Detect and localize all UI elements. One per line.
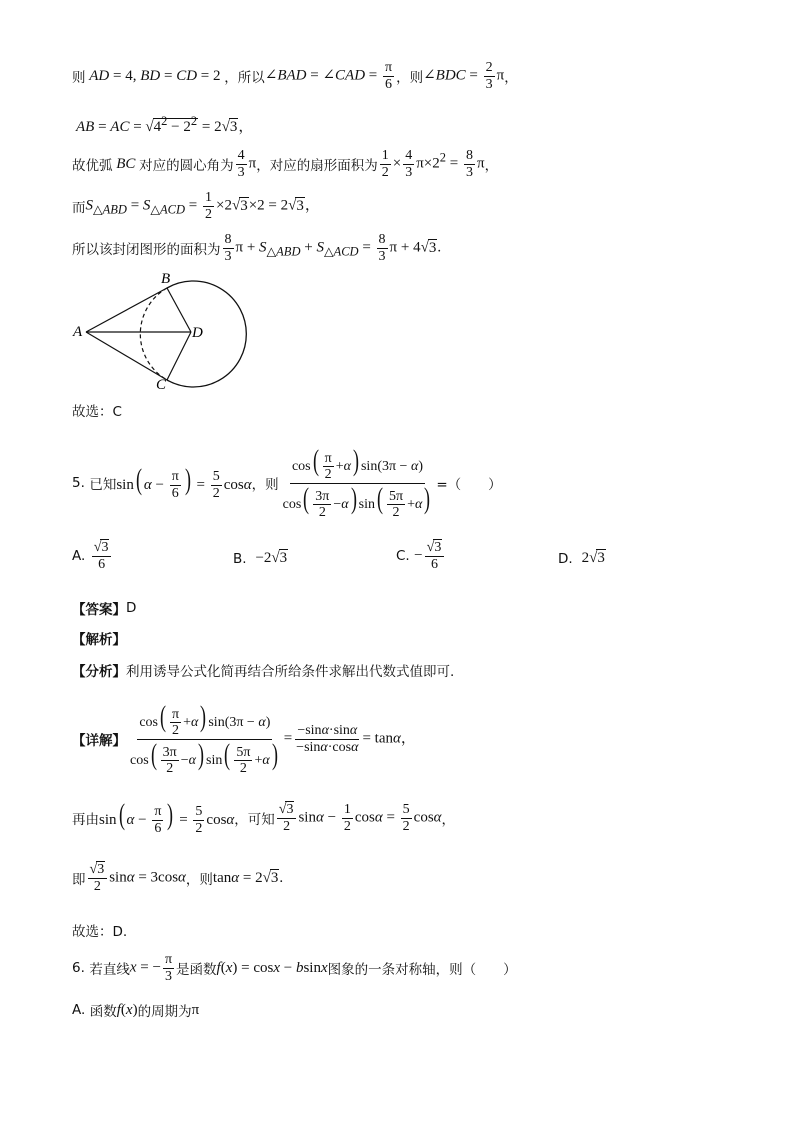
fenxi-line: 【分析】 利用诱导公式化简再结合所给条件求解出代数式值即可. <box>72 664 455 680</box>
solution-line-2 <box>76 114 253 136</box>
choice-d: 故选：D. <box>72 924 128 940</box>
major-arc <box>167 281 246 387</box>
segment-CD <box>167 332 191 380</box>
formula-fraction: cos( $\frac{\pi}{2}$ +α) sin(3π − α) cos( $\frac{3\pi}{2}$ −α) sin( $\frac{5\pi}{2}$ +α) <box>282 444 431 521</box>
analysis-heading: 【解析】 <box>72 632 126 648</box>
formula: AD = 4, BD = CD = 2 <box>89 67 225 84</box>
question-5: 5. 已知 sin( α − $\frac{\pi}{6}$ ) = $\frac{5}{2}$ cosα ，则 cos( $\frac{\pi}{2}$ +α) sin(3π − α) cos( $\frac{3\pi}{2}$ −α) sin( $\frac{5\pi}{2}$ +α) =（ ） <box>72 444 502 521</box>
label-C: C <box>156 377 167 390</box>
option-a: A. $\frac{√3}{6}$ <box>72 540 113 572</box>
solution-line-9: 再由 sin( α − $\frac{\pi}{6}$ ) = $\frac{5}{2}$ cosα ，可知 $\frac{√3}{2}$ sinα − $\frac{1}{2}$ cosα = $\frac{5}{2}$ cosα ， <box>72 798 456 837</box>
detail-line: 【详解】 cos( $\frac{\pi}{2}$ +α) sin(3π − α) cos( $\frac{3\pi}{2}$ −α) sin( $\frac{5\pi}{2}$ +α) = $\frac{-\sin\alpha\cdot\sin\alpha}{-\sin\alpha\cdot\cos\alpha}$ = tanα， <box>72 700 416 777</box>
formula: $\frac{1}{2}$ × $\frac{4}{3}$ $\pi\times 2^2$ = $\frac{8}{3}$ π <box>381 148 485 180</box>
solution-line-1: 则 AD = 4, BD = CD = 2 ，所以 ∠BAD = ∠CAD = $\frac{\pi}{6}$ ，则 ∠BDC = $\frac{2}{3}$ π ， <box>72 60 518 92</box>
formula: ∠BDC = $\frac{2}{3}$ π <box>423 60 505 92</box>
formula: $S_{\triangle ABD} = S_{\triangle ACD}$ = $\frac{1}{2}$ ×2√3×2 = 2√3， <box>85 190 320 222</box>
label-B: B <box>161 271 171 287</box>
solution-line-4: 而 $S_{\triangle ABD} = S_{\triangle ACD}$ = $\frac{1}{2}$ ×2√3×2 = 2√3， <box>72 190 320 222</box>
solution-line-10: 即 $\frac{√3}{2}$ sinα = 3cosα ，则 tanα = 2√3. <box>72 862 284 894</box>
solution-line-5: 所以该封闭图形的面积为 $\frac{8}{3}$ $\pi + S_{\triangle ABD} + S_{\triangle ACD}$ = $\frac{8}{3}$ π + 4√3. <box>72 232 442 264</box>
segment-AB <box>86 288 167 332</box>
solution-line-3: 故优弧 BC 对应的圆心角为 $\frac{4}{3}$ π ，对应的扇形面积为 $\frac{1}{2}$ × $\frac{4}{3}$ $\pi\times 2^2$ = $\frac{8}{3}$ π ， <box>72 148 499 180</box>
option-b: B. −2√3 <box>233 550 288 567</box>
choice-c: 故选：C <box>72 404 122 420</box>
question-6: 6. 若直线 x = − $\frac{\pi}{3}$ 是函数 f(x) = cosx − bsinx 图象的一条对称轴，则（ ） <box>72 952 517 984</box>
question-6-option-a: A. 函数 f(x) 的周期为 π <box>72 1001 200 1020</box>
formula: AB = AC = $√4^2 - 2^2 = 2√3$， <box>76 114 254 135</box>
segment-BD <box>167 288 191 332</box>
answer-line: 【答案】 D <box>72 600 137 618</box>
formula: $\frac{4}{3}$ π <box>237 148 257 180</box>
segment-AC <box>86 332 167 380</box>
formula: sin( α − $\frac{\pi}{6}$ ) = $\frac{5}{2}$ cosα <box>116 463 252 502</box>
label-A: A <box>73 324 83 340</box>
geometry-figure <box>68 270 258 390</box>
option-d: D. 2√3 <box>558 550 605 567</box>
label-D: D <box>192 325 203 341</box>
formula: $\frac{8}{3}$ $\pi + S_{\triangle ABD} + S_{\triangle ACD}$ = $\frac{8}{3}$ π + 4√3. <box>224 232 442 264</box>
formula: ∠BAD = ∠CAD = $\frac{\pi}{6}$ <box>264 60 393 92</box>
option-c: C. − $\frac{√3}{6}$ <box>396 540 446 572</box>
